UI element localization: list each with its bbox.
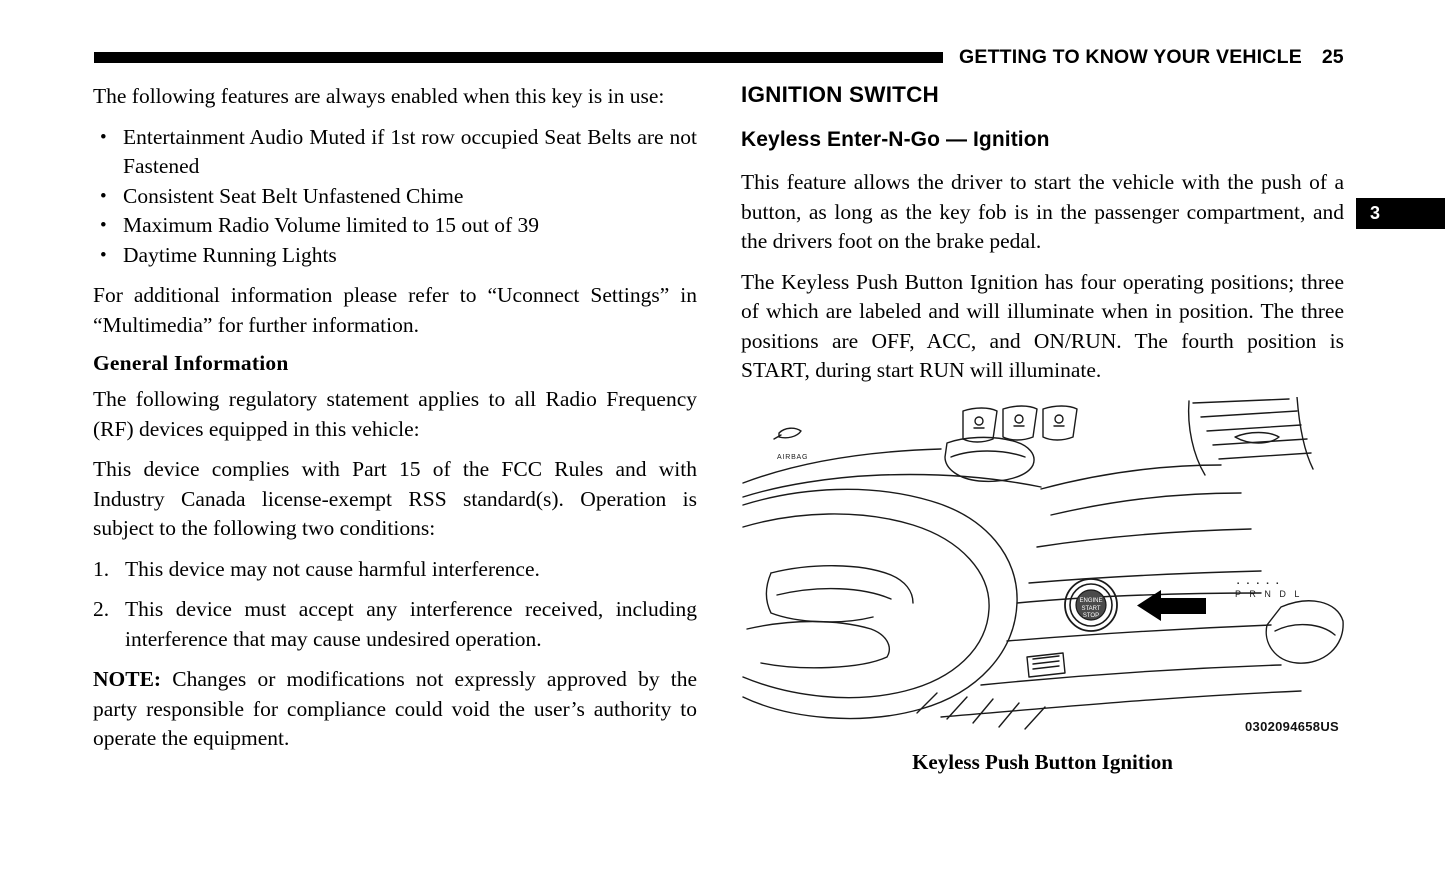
general-information-heading: General Information [93,351,289,375]
figure [741,397,1344,775]
section-subtitle: Keyless Enter-N-Go — Ignition [741,128,1050,151]
additional-info-paragraph: For additional information please refer to “Uconnect Settings” in “Multimedia” for further information. [93,283,697,337]
ignition-paragraph-2: The Keyless Push Button Ignition has four operating positions; three of which are labeled and will illuminate when in position. The three positions are OFF, ACC, and ON/RUN. The fourth position is START, during start RUN will illuminate. [741,269,1344,382]
ignition-paragraph-1: This feature allows the driver to start the vehicle with the push of a button, as long as the key fob is in the passenger compartment, and the drivers foot on the brake pedal. [741,170,1344,253]
list-item: • Daytime Running Lights [93,241,697,271]
figure-caption: Keyless Push Button Ignition [912,749,1173,774]
header-page-number: 25 [1321,45,1344,68]
conditions-list [93,555,697,655]
list-item-text: This device must accept any interference received, including interference that may cause undesired operation. [125,597,697,651]
note-label: NOTE: [93,667,162,691]
svg-text:START: START [1081,605,1101,612]
list-item [93,595,697,654]
list-item [93,555,697,585]
ignition-illustration [741,397,1344,740]
list-item: • Entertainment Audio Muted if 1st row occupied Seat Belts are not Fastened [93,123,697,182]
chapter-tab: 3 [1356,198,1445,229]
right-column [741,82,1344,775]
svg-text:STOP: STOP [1082,612,1100,619]
compliance-paragraph: This device complies with Part 15 of the FCC Rules and with Industry Canada license-exempt RSS standard(s). Operation is subject to the following two conditions: [93,457,697,540]
feature-bullet-list [93,123,697,271]
intro-paragraph: The following features are always enabled when this key is in use: [93,84,665,108]
regulatory-intro-paragraph: The following regulatory statement applies to all Radio Frequency (RF) devices equipped in this vehicle: [93,387,697,441]
page-title: IGNITION SWITCH [741,82,939,107]
list-item-number: 2. [93,597,110,621]
list-item: • Maximum Radio Volume limited to 15 out of 39 [93,211,697,241]
note-text: Changes or modifications not expressly approved by the party responsible for compliance could void the user’s authority to operate the equipment. [93,667,697,750]
left-column [93,82,697,754]
header-rule [94,52,943,63]
page-header [94,46,1346,68]
svg-text:P R N D L: P R N D L [1235,588,1303,599]
header-title: GETTING TO KNOW YOUR VEHICLE [959,45,1302,68]
svg-text:AIRBAG: AIRBAG [777,453,809,461]
dashboard-line-drawing [741,397,1344,740]
list-item: • Consistent Seat Belt Unfastened Chime [93,182,697,212]
figure-code: 0302094658US [1245,718,1339,734]
list-item-number: 1. [93,556,110,581]
list-item-text: This device may not cause harmful interference. [125,556,540,581]
svg-text:▪ ▪ ▪ ▪ ▪: ▪ ▪ ▪ ▪ ▪ [1237,580,1282,587]
note-paragraph [93,665,697,754]
svg-text:ENGINE: ENGINE [1079,597,1103,604]
